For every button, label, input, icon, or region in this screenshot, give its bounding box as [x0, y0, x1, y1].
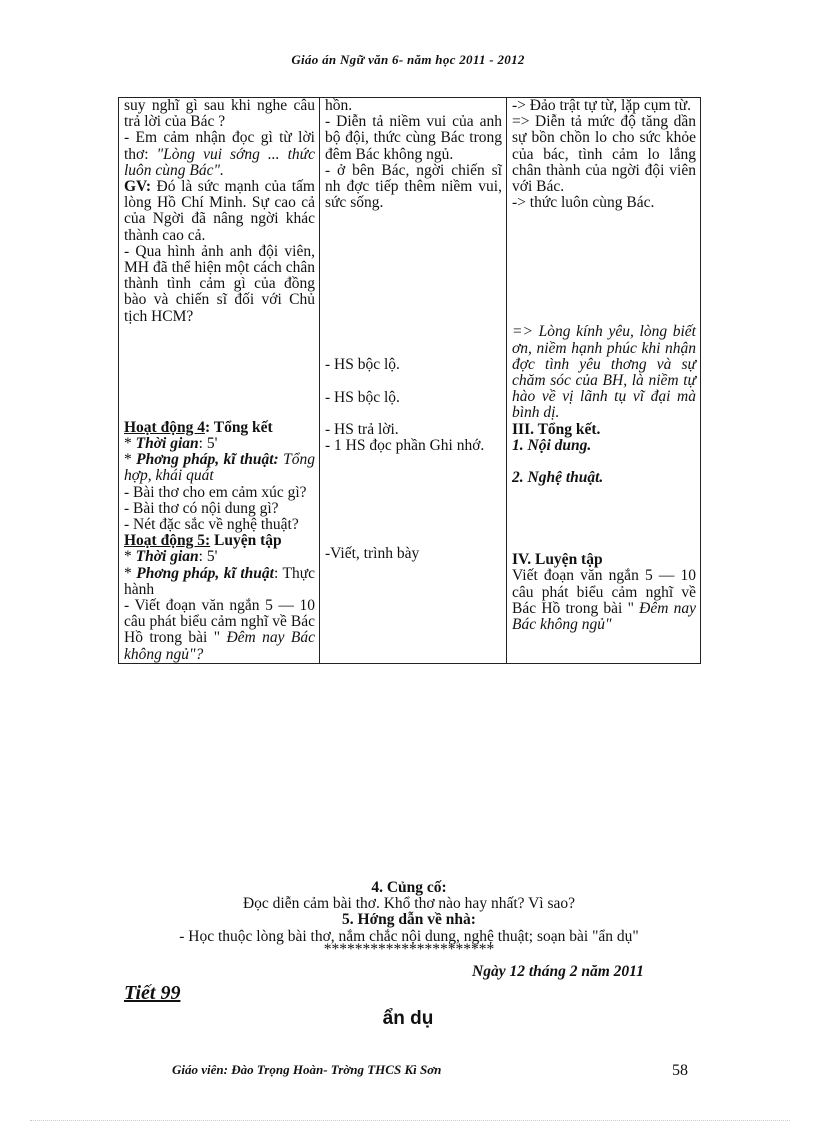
section-heading: III. Tổng kết.: [512, 420, 601, 438]
list-item: => Lòng kính yêu, lòng biết ơn, niềm hạnh phúc khi nhận đợc tình yêu thơng và sự chăm sóc của BH, là niềm tự hào về vị lãnh tụ vĩ đại mà bình dị.: [512, 323, 696, 422]
list-item: - Diễn tả niềm vui của anh bộ đội, thức cùng Bác trong đêm Bác không ngủ.: [325, 113, 502, 163]
student-column: [320, 98, 507, 664]
section-heading: 2. Nghệ thuật.: [512, 469, 604, 487]
section-heading: IV. Luyện tập: [512, 551, 603, 569]
list-item: - HS bộc lộ.: [325, 356, 400, 374]
period-label: Tiết 99: [124, 982, 181, 1004]
list-item: - Nét đặc sắc về nghệ thuật?: [124, 516, 299, 534]
list-item: - HS bộc lộ.: [325, 388, 400, 406]
list-item: => Diễn tả mức độ tăng dần sự bồn chồn lo cho sức khỏe của bác, tình cảm lo lắng chân thành của ngời đội viên với Bác.: [512, 113, 696, 196]
section-heading: 5. Hớng dẫn về nhà:: [342, 911, 476, 929]
table-row: [119, 98, 701, 664]
consolidation-section: [118, 879, 700, 958]
list-item: - Bài thơ cho em cảm xúc gì?: [124, 483, 307, 501]
list-item: Hoạt động 5: Luyện tập: [124, 532, 282, 550]
content-column: [507, 98, 701, 664]
list-item: Hoạt động 4: Tổng kết: [124, 418, 273, 436]
list-item: - Em cảm nhận đọc gì từ lời thơ: "Lòng vui sớng ... thức luôn cùng Bác".: [124, 129, 315, 179]
list-item: -Viết, trình bày: [325, 545, 420, 563]
homework-text: - Học thuộc lòng bài thơ, nắm chắc nội dung, nghệ thuật; soạn bài "ẩn dụ": [179, 927, 639, 945]
section-heading: 1. Nội dung.: [512, 436, 592, 454]
list-item: suy nghĩ gì sau khi nghe câu trả lời của Bác ?: [124, 97, 315, 131]
list-item: -> thức luôn cùng Bác.: [512, 194, 655, 212]
lesson-table: [118, 97, 701, 664]
activity-column: [119, 98, 320, 664]
list-item: - ở bên Bác, ngời chiến sĩ nh đợc tiếp thêm niềm vui, sức sống.: [325, 161, 502, 212]
list-item: - HS trả lời.: [325, 420, 399, 438]
list-item: - Bài thơ có nội dung gì?: [124, 499, 279, 517]
page-number: 58: [672, 1062, 688, 1079]
list-item: * Thời gian: 5': [124, 435, 218, 453]
section-heading: 4. Củng cố:: [371, 879, 447, 896]
consolidation-text: Đọc diễn cảm bài thơ. Khổ thơ nào hay nhất? Vì sao?: [242, 895, 576, 913]
list-item: * Phơng pháp, kĩ thuật: Tổng hợp, khái quát: [124, 451, 315, 485]
list-item: * Phơng pháp, kĩ thuật: Thực hành: [124, 564, 315, 598]
list-item: hồn.: [325, 97, 353, 114]
page-header: Giáo án Ngữ văn 6- năm học 2011 - 2012: [291, 52, 525, 67]
lesson-date: Ngày 12 tháng 2 năm 2011: [472, 963, 644, 980]
list-item: - 1 HS đọc phần Ghi nhớ.: [325, 437, 485, 455]
list-item: - Qua hình ảnh anh đội viên, MH đã thể hiện một cách chân thành tình cảm gì của đồng bào và chiến sĩ đối với Chủ tịch HCM?: [124, 242, 315, 325]
list-item: -> Đảo trật tự từ, lặp cụm từ.: [512, 97, 691, 114]
lesson-title: ẩn dụ: [382, 1008, 434, 1029]
stars-divider: **********************: [323, 940, 495, 958]
list-item: GV: Đó là sức mạnh của tấm lòng Hồ Chí Minh. Sự cao cả của Ngời đã nâng ngời khác thành cao cả.: [124, 178, 315, 244]
divider: [30, 1120, 790, 1121]
list-item: - Viết đoạn văn ngắn 5 — 10 câu phát biểu cảm nghĩ về Bác Hồ trong bài " Đêm nay Bác không ngủ"?: [124, 597, 315, 663]
list-item: * Thời gian: 5': [124, 548, 218, 566]
page-footer: Giáo viên: Đào Trọng Hoàn- Trờng THCS Kì Sơn: [172, 1062, 442, 1077]
list-item: Viết đoạn văn ngắn 5 — 10 câu phát biểu cảm nghĩ về Bác Hồ trong bài " Đêm nay Bác không ngủ": [512, 567, 696, 634]
